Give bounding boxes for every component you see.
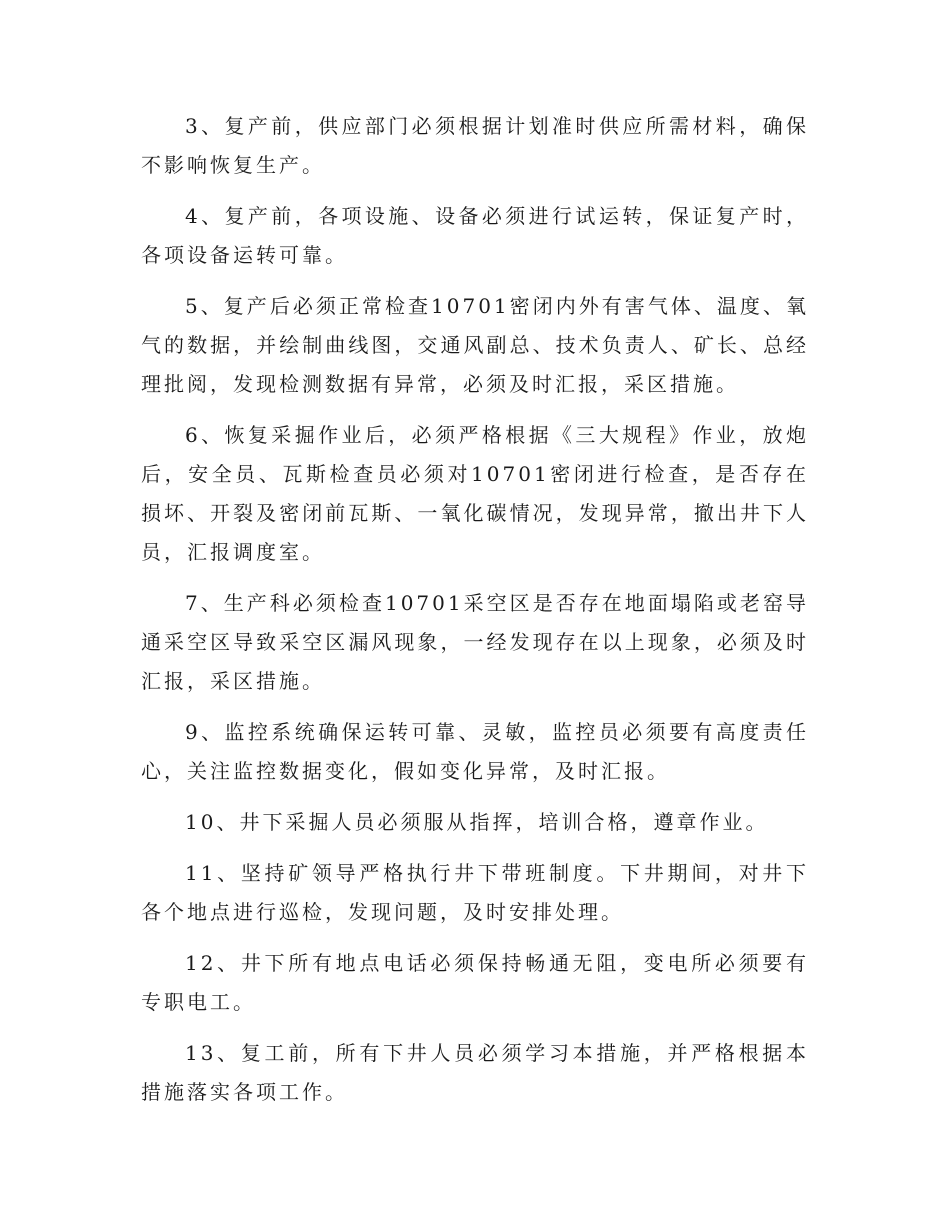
paragraph-item-12: 12、井下所有地点电话必须保持畅通无阻，变电所必须要有专职电工。 — [141, 951, 809, 1014]
paragraph-item-4: 4、复产前，各项设施、设备必须进行试运转，保证复产时，各项设备运转可靠。 — [141, 204, 809, 267]
paragraph-item-10: 10、井下采掘人员必须服从指挥，培训合格，遵章作业。 — [185, 810, 769, 834]
document-body — [141, 107, 809, 1124]
paragraph-item-13: 13、复工前，所有下井人员必须学习本措施，并严格根据本措施落实各项工作。 — [141, 1041, 809, 1104]
paragraph-item-11: 11、坚持矿领导严格执行井下带班制度。下井期间，对井下各个地点进行巡检，发现问题，及时安排处理。 — [141, 861, 809, 924]
paragraph-item-3: 3、复产前，供应部门必须根据计划准时供应所需材料，确保不影响恢复生产。 — [141, 114, 809, 177]
paragraph-item-7: 7、生产科必须检查10701采空区是否存在地面塌陷或老窑导通采空区导致采空区漏风现象，一经发现存在以上现象，必须及时汇报，采区措施。 — [141, 591, 809, 693]
paragraph-item-6: 6、恢复采掘作业后，必须严格根据《三大规程》作业，放炮后，安全员、瓦斯检查员必须对10701密闭进行检查，是否存在损坏、开裂及密闭前瓦斯、一氧化碳情况，发现异常，撤出井下人员，汇报调度室。 — [141, 423, 809, 564]
paragraph-item-9: 9、监控系统确保运转可靠、灵敏，监控员必须要有高度责任心，关注监控数据变化，假如变化异常，及时汇报。 — [141, 720, 809, 783]
paragraph-item-5: 5、复产后必须正常检查10701密闭内外有害气体、温度、氧气的数据，并绘制曲线图，交通风副总、技术负责人、矿长、总经理批阅，发现检测数据有异常，必须及时汇报，采区措施。 — [141, 294, 809, 396]
